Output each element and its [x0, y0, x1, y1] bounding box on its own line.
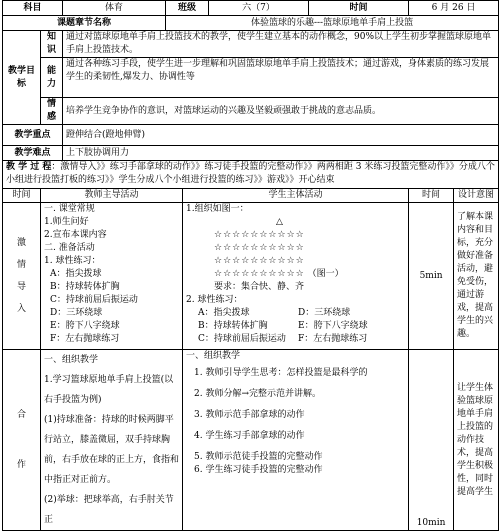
teacher-line: 2.宣布本课内容 — [44, 230, 107, 240]
teacher-line: B：持球转体扩胸 — [50, 282, 120, 292]
goal-knowledge-row — [3, 31, 499, 58]
column-header-row — [3, 189, 499, 203]
section2-student — [183, 350, 409, 531]
class-value: 六（7） — [209, 1, 309, 16]
student-formation-row: ☆☆☆☆☆☆☆☆☆☆ — [214, 230, 305, 240]
section1-phase: 激 情 导 入 — [3, 203, 41, 350]
emotion-label: 情感 — [41, 98, 63, 125]
teacher-line: 二. 准备活动 — [44, 243, 95, 253]
difficulty-label: 教学难点 — [3, 146, 63, 161]
col-teacher: 教师主导活动 — [41, 189, 183, 203]
teacher-line: (2)举球：把球举高，右手肘关节正 — [44, 495, 174, 525]
student-formation-row: ☆☆☆☆☆☆☆☆☆☆ — [214, 243, 305, 253]
topic-value: 体验篮球的乐趣---篮球原地单手肩上投篮 — [166, 16, 499, 31]
student-line: 3. 教师示范手部拿球的动作 — [194, 410, 305, 420]
student-formation-row: ☆☆☆☆☆☆☆☆☆☆ （图一） — [214, 269, 344, 279]
teacher-line: 1. 球性练习： — [44, 256, 101, 266]
col-student: 学生主体活动 — [183, 189, 409, 203]
student-line: 2. 教师分解→完整示范并讲解。 — [194, 389, 322, 399]
section2-teacher — [41, 350, 183, 531]
col-time: 时间 — [3, 189, 41, 203]
teacher-line: 1.师生问好 — [44, 217, 89, 227]
practice-pair: A：指尖拨球 D：三环绕球 — [198, 308, 351, 318]
knowledge-text: 通过对篮球原地单手肩上投篮技术的教学，使学生建立基本的动作概念，90%以上学生初步掌握篮球原地单手肩上投篮技术。 — [63, 31, 499, 58]
practice-pair: B：持球转体扩胸 E：胯下八字绕球 — [198, 321, 368, 331]
header-row — [3, 1, 499, 16]
goals-label: 教学目 标 — [3, 31, 41, 125]
topic-label: 课题章节名称 — [3, 16, 166, 31]
practice-pair: C：持球前屈后振运动 F：左右抛球练习 — [198, 334, 368, 344]
org-line: 1.组织如图一： — [186, 204, 249, 214]
process-row — [3, 161, 499, 189]
section1-time: 5min — [409, 203, 454, 350]
teacher-line: 1.学习篮球原地单手肩上投篮(以右手投篮为例) — [44, 375, 174, 405]
subject-value: 体育 — [63, 1, 166, 16]
difficulty-row — [3, 146, 499, 161]
ability-text: 通过各种练习手段，使学生进一步理解和巩固篮球原地单手肩上投篮技术；通过游戏，身体素质的练习发展学生的柔韧性,爆发力、协调性等 — [63, 58, 499, 98]
process-text: 教 学 过 程：激情导入》》练习手部拿球的动作》》练习徒手投篮的完整动作》》两两相距 3 米练习投篮完整动作》》分成八个小组进行投篮打板的练习》》学生分成八个小组进行投篮的练习》》游戏》》开心结束 — [3, 161, 499, 189]
requirement-line: 要求：集合快、静、齐 — [214, 282, 305, 292]
teacher-line: 一. 课堂常规 — [44, 204, 95, 214]
student-line: 一、组织教学 — [186, 351, 241, 361]
difficulty-value: 上下肢协调用力 — [63, 146, 499, 161]
section1-row — [3, 203, 499, 350]
key-point-row — [3, 125, 499, 146]
goal-emotion-row — [3, 98, 499, 125]
subject-label: 科目 — [3, 1, 63, 16]
teacher-triangle: △ — [276, 217, 283, 227]
teacher-line: C：持球前屈后振运动 — [50, 295, 138, 305]
teacher-line: F：左右抛球练习 — [50, 334, 120, 344]
section1-teacher — [41, 203, 183, 350]
ability-label: 能力 — [41, 58, 63, 98]
figure-label: （图一） — [307, 269, 344, 279]
student-line: 6. 学生练习徒手投篮的完整动作 — [194, 465, 323, 475]
lesson-plan-table — [2, 0, 499, 531]
class-label: 班级 — [166, 1, 209, 16]
section1-intent: 了解本课内容和目标，充分做好准备活动，避免受伤，通过游戏，提高学生的兴趣。 — [454, 203, 499, 350]
key-point-value: 蹬伸结合(蹬地伸臂) — [63, 125, 499, 146]
emotion-text: 培养学生竞争协作的意识，对篮球运动的兴趣及坚毅顽强敢于挑战的意志品质。 — [63, 98, 499, 125]
teacher-line: A：指尖拨球 — [50, 269, 102, 279]
section1-student — [183, 203, 409, 350]
student-line: 1. 教师引导学生思考：怎样投篮是最科学的 — [194, 368, 368, 378]
key-point-label: 教学重点 — [3, 125, 63, 146]
section2-time: 10min — [409, 350, 454, 531]
section2-row — [3, 350, 499, 531]
teacher-line: D：三环绕球 — [50, 308, 103, 318]
col-time2: 时间 — [409, 189, 454, 203]
date-value: 6 月 26 日 — [409, 1, 499, 16]
ball-practice-title: 2. 球性练习： — [186, 295, 243, 305]
knowledge-label: 知识 — [41, 31, 63, 58]
student-line: 5. 教师示范徒手投篮的完整动作 — [194, 452, 323, 462]
section2-phase: 合 作 — [3, 350, 41, 531]
col-intent: 设计意图 — [454, 189, 499, 203]
goal-ability-row — [3, 58, 499, 98]
student-line: 4. 学生练习手部拿球的动作 — [194, 431, 305, 441]
teacher-line: (1)持球准备：持球的时候两脚平行站立，膝盖微屈，双手持球胸前，右手放在球的正上方，食指和中指正对正前方。 — [44, 415, 180, 485]
section2-intent: 让学生体验篮球原地单手肩上投篮的动作技术，提高学生积极性，同时提高学生 — [454, 350, 499, 531]
time-label: 时间 — [309, 1, 409, 16]
teacher-line: 一、组织教学 — [44, 355, 99, 365]
topic-row — [3, 16, 499, 31]
teacher-line: E：胯下八字绕球 — [50, 321, 120, 331]
student-formation-row: ☆☆☆☆☆☆☆☆☆☆ — [214, 256, 305, 266]
